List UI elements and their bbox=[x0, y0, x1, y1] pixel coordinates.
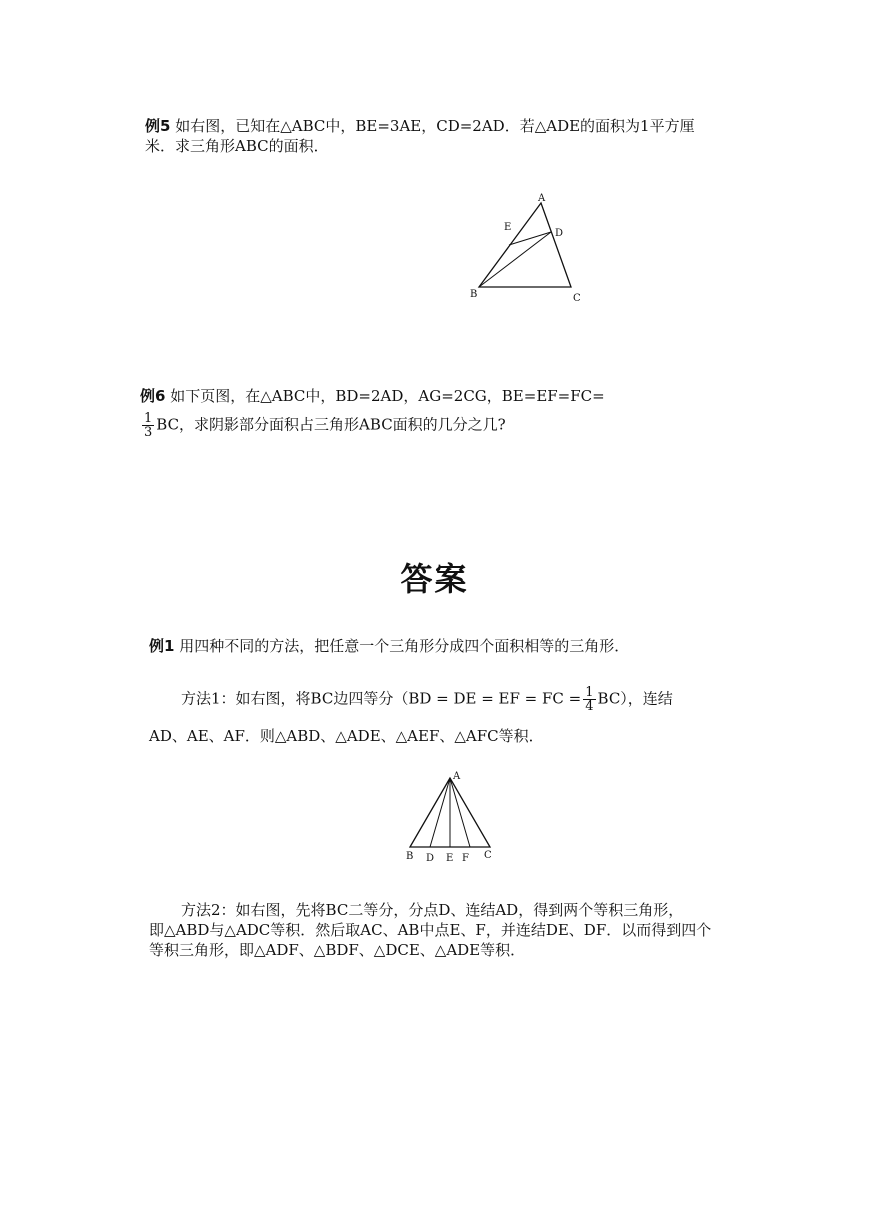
method1-frac-num: 1 bbox=[585, 685, 594, 700]
method2-line1: 方法2：如右图，先将BC二等分，分点D、连结AD，得到两个等积三角形， bbox=[181, 901, 684, 919]
answer-title: 答案 bbox=[400, 560, 469, 598]
ex1-label-c: C bbox=[484, 850, 492, 861]
example6-label: 例6 bbox=[140, 387, 166, 405]
method1-text-a: 方法1：如右图，将BC边四等分（BD = DE = EF = FC = bbox=[181, 689, 582, 708]
ex1-label-b: B bbox=[406, 851, 414, 862]
example6-frac-num: 1 bbox=[144, 411, 153, 426]
ex1-label-a: A bbox=[453, 771, 461, 782]
ex1-segment-ad bbox=[430, 778, 450, 847]
method1-frac-den: 4 bbox=[585, 699, 594, 714]
example5-line2: 米．求三角形ABC的面积． bbox=[145, 137, 329, 155]
ex5-label-c: C bbox=[573, 293, 581, 304]
method2-line3: 等积三角形，即△ADF、△BDF、△DCE、△ADE等积． bbox=[149, 941, 526, 959]
example6-frac-den: 3 bbox=[144, 425, 153, 440]
ex5-label-e: E bbox=[504, 222, 512, 233]
example5-text1: 如右图，已知在△ABC中，BE=3AE，CD=2AD．若△ADE的面积为1平方厘 bbox=[175, 117, 695, 135]
example5-line1 bbox=[145, 116, 695, 136]
method1-text-b: BC），连结 bbox=[597, 689, 673, 708]
ex1-label-f: F bbox=[462, 853, 469, 864]
method1-line1 bbox=[181, 686, 673, 713]
ex1-segment-af bbox=[450, 778, 470, 847]
example6-text1: 如下页图，在△ABC中，BD=2AD，AG=2CG，BE=EF=FC= bbox=[170, 387, 605, 405]
example6-text2: BC，求阴影部分面积占三角形ABC面积的几分之几? bbox=[156, 415, 506, 434]
example1-figure bbox=[402, 768, 502, 864]
ex5-label-d: D bbox=[555, 228, 564, 239]
method2-line2: 即△ABD与△ADC等积．然后取AC、AB中点E、F，并连结DE、DF．以而得到四个 bbox=[149, 921, 712, 939]
ex1-label-d: D bbox=[426, 853, 435, 864]
ex5-label-b: B bbox=[470, 289, 478, 300]
example5-label: 例5 bbox=[145, 117, 171, 135]
ex5-label-a: A bbox=[538, 193, 546, 204]
method1-line2: AD、AE、AF．则△ABD、△ADE、△AEF、△AFC等积． bbox=[149, 727, 544, 745]
ex1-label-e: E bbox=[446, 853, 454, 864]
example6-fraction bbox=[142, 412, 154, 439]
example6-line1 bbox=[140, 386, 605, 406]
ex5-segment-bd bbox=[479, 232, 551, 287]
method1-fraction bbox=[583, 686, 595, 713]
example6-line2 bbox=[140, 412, 506, 439]
example1-text: 用四种不同的方法，把任意一个三角形分成四个面积相等的三角形． bbox=[179, 637, 630, 655]
example1-label: 例1 bbox=[149, 637, 175, 655]
ex5-triangle-abc bbox=[479, 203, 571, 287]
example1-line bbox=[149, 636, 629, 656]
example5-figure bbox=[462, 190, 592, 305]
